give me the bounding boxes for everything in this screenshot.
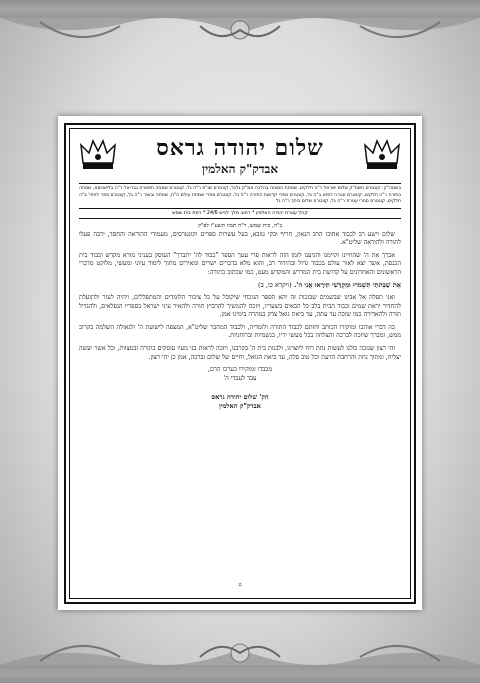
address-divider xyxy=(79,208,401,209)
publications-list: בשמה"ק: קונטרס חשמ"ק שלום ישראל ר"ה חלקים. שמחת המצוה בהלכה אמ"ק גלגל, קונטרס שו"ת ר"ה גל, קונטרס שמחה תפארת גבריאל ר"ה בליאוויסא, שמחה בתורה ר"ה חלקים, קונטרס עטרה דפזא ב"ה גל, קונטרס ספרי קדושת התורה ר"ה גל, קונטרס ספרי שמחת עולם ה"ח, שמחה ובשיר ר"ה גל, קונטרס ספר לתחי' ב"ה חלקים, קונטרס ספרי עטרת ר"ה גל, קונטרס שלום ביתך ר"ה גל xyxy=(79,186,401,204)
closing-line: מכבדו ומוקירו כערכו הרם, xyxy=(207,366,273,374)
letter-body xyxy=(79,231,401,384)
letter-content xyxy=(79,135,401,592)
header-divider xyxy=(79,183,401,184)
page-border xyxy=(64,123,416,604)
signature-name: הק' שלום יהודה גראס xyxy=(211,393,269,402)
verse-quote: אֶת שַׁבְּתֹתַי תִּשְׁמֹרוּ וּמִקְדָּשִׁי תִּירָאוּ אֲנִי ה'. (ויקרא כו, ב) xyxy=(258,281,401,290)
signature xyxy=(79,393,401,411)
verse-reference: (ויקרא כו, ב) xyxy=(258,281,292,290)
paragraph: כה דברי אוהבו ומוקירו הכותב וחותם לכבוד התורה ולומדיה, ולכבוד המחבר שליט"א, המצפה לישועת ה' ולגאולה השלמה בקרוב ממש, ומברך שיזכה לברכה והצלחה בכל מעשי ידיו, בגשמיות וברוחניות. xyxy=(79,323,401,340)
closing-line: עבד לעבדי ה' xyxy=(223,374,257,382)
letterhead xyxy=(79,135,401,181)
letterhead-title: שלום יהודה גראס xyxy=(156,135,324,161)
crown-icon xyxy=(79,135,117,173)
letterhead-subtitle: אבדק"ק האלמין xyxy=(201,162,279,176)
paragraph: והי רצון שנזכה כולנו לעשות נחת רוח ליוצרנו, ולבנות בית ה' בקרבנו, ויזכה לראות בני מעיו עוסקים בתורה ובמצוות, וכל אשר יעשה יצליח, ומתוך נחת והרחבת הדעת וכל טוב סלה, עד ביאת הגואל, וחיים של שלום וברכה, אמן כן יהי רצון. xyxy=(79,345,401,361)
paragraph: ואני תפלה אל אבינו שבשמים שבזכות זה יהא הספר הנוכחי שיקובל על כל ציבור הלומדים והמתפללים, ויהיה לעזר ולתועלת להחדיר יראת שמים וכבוד הבית בלב כל הבאים בשעריו, ויזכה להמשיך להרביץ תורה ולהאיר עיני ישראל בספריו הנפלאים, ולהגדיל תורה ולהאדירה כמו שזכה עד עתה, עד ביאת גואל צדק במהרה בימינו אמן. xyxy=(79,294,401,319)
paragraph: שלום וישע רב לכבוד אחובו הרב הגאון, חריף ובקי טובא, בעל עשרות ספרים וקונטרסים, מעמודי ההוראה והחסד, ירבה פעלו לתורה ולהוראה שליט"א. xyxy=(79,230,401,247)
ornament-bottom-icon xyxy=(0,613,480,683)
letter-page xyxy=(58,116,422,610)
crown-icon xyxy=(363,135,401,173)
paragraph: אברך את ה' שהחיינו וקיימנו והגיענו לזמן הזה לראות פרי עטך הספר "כבוד לה' יתברך" העוסק בעניני מורא מקדש וכבוד בית הכנסת, אשר יצא לאור עולם בכבוד גדול ובהידור רב, והוא מלא בדברים ישרים ומאירים מתוך לימוד עיוני ומעשי, מלוקט מדברי הראשונים והאחרונים על קדושת בית המדרש והמקדש מעט, כמו שכתוב בתורה: xyxy=(79,251,401,276)
address-line: קהל עטרת יהודה האלמין * רחוב מלך לכיש 24/6 * רמת בית שמש xyxy=(172,210,308,216)
ornament-top-icon xyxy=(0,0,480,70)
dateline: ב"ה, בית שמש, ר"ח תמוז תשע"ו לפ"ק xyxy=(197,222,283,229)
signature-title: אבדק"ק האלמין xyxy=(219,402,261,411)
page-number: ט xyxy=(238,582,242,588)
